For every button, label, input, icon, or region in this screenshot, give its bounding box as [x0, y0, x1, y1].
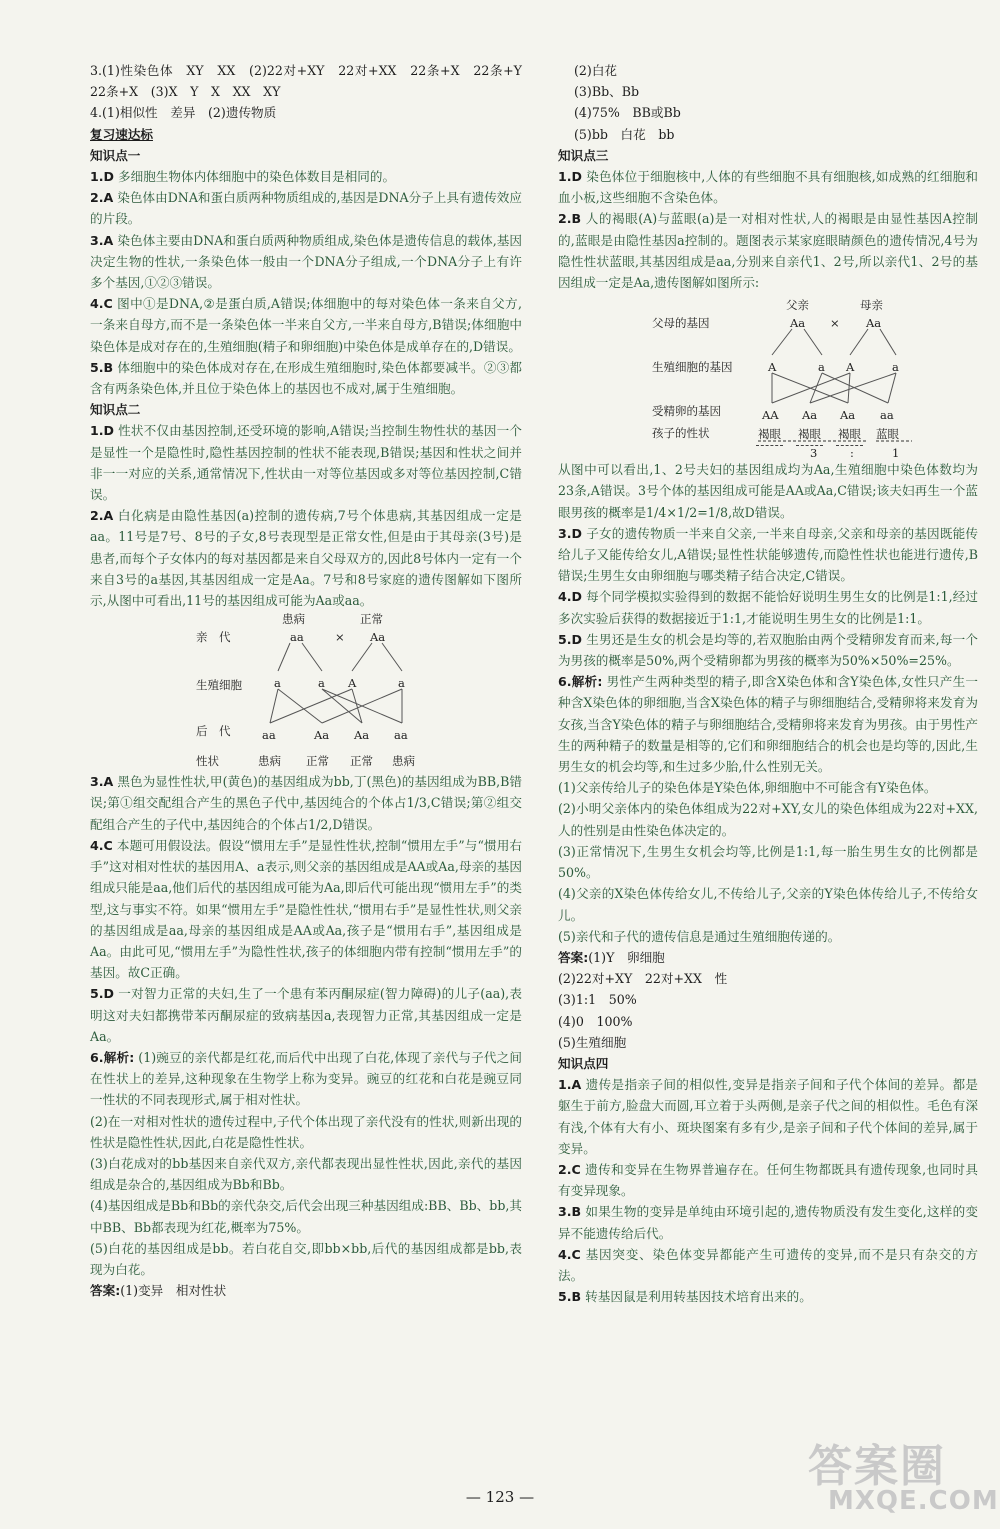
k2-list-c: [90, 1111, 522, 1281]
k1-item: 3.A 染色体主要由DNA和蛋白质两种物质组成,染色体是遗传信息的载体,基因决定生物的性状,一条染色体一般由一个DNA分子组成,一个DNA分子上有许多个基因,①②③错误。: [90, 232, 522, 291]
k1-item: 4.C 图中①是DNA,②是蛋白质,A错误;体细胞中的每对染色体一条来自父方,一条来自母方,而不是一条染色体一半来自父方,一半来自母方,B错误;体细胞中染色体是成对存在的,生殖细胞(精子和卵细胞)中染色体是成单存在的,D错误。: [90, 296, 522, 354]
k2-sub: (2)在一对相对性状的遗传过程中,子代个体出现了亲代没有的性状,则新出现的性状是隐性性状,因此,白花是隐性性状。: [90, 1113, 522, 1150]
diag2-parent: Aa: [866, 316, 882, 331]
k3-sub: (2)小明父亲体内的染色体组成为22对+XY,女儿的染色体组成为22对+XX,人的性别是由性染色体决定的。: [558, 801, 978, 838]
k3-sub: (4)父亲的X染色体传给女儿,不传给儿子,父亲的Y染色体传给儿子,不传给女儿。: [558, 886, 978, 923]
k3-item: 3.D 子女的遗传物质一半来自父亲,一半来自母亲,父亲和母亲的基因既能传给儿子又能传给女儿,A错误;显性性状能够遗传,而隐性性状也能进行遗传,B错误;生男生女由卵细胞与哪类精子结合决定,C错误。: [558, 525, 978, 584]
diag1-offspring: Aa: [314, 728, 330, 743]
right-answer-line: (3)1:1 50%: [558, 992, 637, 1008]
right-answer-block: [558, 947, 978, 1053]
diag1-trait: 正常: [306, 754, 329, 769]
left-column: [90, 60, 535, 1301]
right-answer-line: (4)0 100%: [558, 1013, 633, 1029]
diag1-gamete: a: [318, 676, 325, 691]
diag1-parent: ×: [335, 630, 345, 645]
k2-list-a: [90, 420, 522, 611]
k3-sub: (1)父亲传给儿子的染色体是Y染色体,卵细胞中不可能含有Y染色体。: [558, 780, 937, 796]
right-top-line: (5)bb 白花 bb: [574, 126, 675, 142]
diag1-offspring: Aa: [354, 728, 370, 743]
k3-item: 4.D 每个同学模拟实验得到的数据不能恰好说明生男生女的比例是1:1,经过多次实验后获得的数据接近于1:1,才能说明生男生女的比例是1:1。: [558, 589, 978, 626]
k3-title: 知识点三: [558, 147, 609, 163]
k3-sub: (3)正常情况下,生男生女机会均等,比例是1:1,每一胎生男生女的比例都是50%。: [558, 843, 978, 881]
diag2-row-label: 孩子的性状: [652, 426, 710, 441]
diag1-trait: 患病: [392, 754, 415, 769]
diag1-row-label: 亲 代: [196, 630, 231, 645]
albinism-cross-diagram: [90, 611, 522, 771]
diag1-gamete: a: [274, 676, 281, 691]
diag2-gamete: a: [892, 360, 899, 375]
k2-item: 5.D 一对智力正常的夫妇,生了一个患有苯丙酮尿症(智力障碍)的儿子(aa),表明这对夫妇都携带苯丙酮尿症的致病基因a,表现智力正常,其基因组成一定是Aa。: [90, 986, 522, 1044]
k4-item: 3.B 如果生物的变异是单纯由环境引起的,遗传物质没有发生变化,这样的变异不能遗传给后代。: [558, 1204, 978, 1241]
diag2-gamete: a: [818, 360, 825, 375]
diag2-offspring: Aa: [802, 408, 818, 423]
k2-item: 6.解析: (1)豌豆的亲代都是红花,而后代中出现了白花,体现了亲代与子代之间在性状上的差异,这种现象在生物学上称为变异。豌豆的红花和白花是豌豆同一性状的不同表现形式,属于相对性状。: [90, 1049, 522, 1108]
diag2-trait: 褐眼: [796, 424, 823, 446]
k3-list-a: [558, 166, 978, 293]
diag2-row-label: 受精卵的基因: [652, 404, 721, 419]
k4-item: 1.A 遗传是指亲子间的相似性,变异是指亲子间和子代个体间的差异。都是躯生于前方,脸盘大而圆,耳立着于头两侧,是亲子代之间的相似性。毛色有深有浅,个体有大有小、斑块图案有多有少,是亲子间和子代个体间的差异,属于变异。: [558, 1077, 978, 1156]
k2-sub: (4)基因组成是Bb和Bb的亲代杂交,后代会出现三种基因组成:BB、Bb、bb,其中BB、Bb都表现为红花,概率为75%。: [90, 1198, 522, 1235]
diag2-offspring: aa: [880, 408, 894, 423]
k2-sub: (5)白花的基因组成是bb。若白花自交,即bb×bb,后代的基因组成都是bb,表现为白花。: [90, 1240, 522, 1277]
k2-item: 2.A 白化病是由隐性基因(a)控制的遗传病,7号个体患病,其基因组成一定是aa。11号是7号、8号的子女,8号表现型是正常女性,但是由于其母亲(3号)是患者,而每个子女体内的每对基因都是来自父母双方的,因此8号体内一定有一个来自3号的a基因,其基因组成一定是Aa。7号和8号家庭的遗传图解如下图所示,从图中可看出,11号的基因组成可能为Aa或aa。: [90, 508, 522, 609]
k3-item: 6.解析: 男性产生两种类型的精子,即含X染色体和含Y染色体,女性只产生一种含X染色体的卵细胞,当含X染色体的精子与卵细胞结合,受精卵将来发育为女孩,当含Y染色体的精子与卵细胞结合,受精卵将来发育为男孩。由于男性产生的两种精子的数量是相等的,它们和卵细胞结合的机会也是均等的,因此,生男生女的机会均等,和生过多少胎,什么性别无关。: [558, 674, 978, 775]
k4-item: 4.C 基因突变、染色体变异都能产生可遗传的变异,而不是只有杂交的方法。: [558, 1246, 978, 1283]
right-top-line: (3)Bb、Bb: [574, 84, 640, 100]
k3-list-b: [558, 459, 978, 777]
diag1-trait: 正常: [350, 754, 373, 769]
right-answer-line: (5)生殖细胞: [558, 1034, 627, 1050]
watermark-text: 答案圈: [808, 1441, 946, 1492]
page-number: — 123 —: [465, 1488, 535, 1506]
diag1-offspring: aa: [262, 728, 276, 743]
k4-list: [558, 1074, 978, 1307]
k2-item: 4.C 本题可用假设法。假设“惯用左手”是显性性状,控制“惯用左手”与“惯用右手”这对相对性状的基因用A、a表示,则父亲的基因组成是AA或Aa,母亲的基因组成只能是aa,他们后代的基因组成可能为Aa,即后代可能出现“惯用左手”的类型,这与事实不符。如果“惯用左手”是隐性性状,“惯用右手”是显性性状,则父亲的基因组成是aa,母亲的基因组成是AA或Aa,孩子是“惯用右手”,基因组成是Aa。由此可见,“惯用左手”为隐性性状,孩子的体细胞内带有控制“惯用左手”的基因。故C正确。: [90, 837, 522, 981]
diag1-row-label: 生殖细胞: [196, 678, 242, 693]
diag1-parent: aa: [290, 630, 304, 645]
k2-sub: (3)白花成对的bb基因来自亲代双方,亲代都表现出显性性状,因此,亲代的基因组成是杂合的,基因组成为Bb和Bb。: [90, 1155, 522, 1193]
left-q3: 3.(1)性染色体 XY XX (2)22对+XY 22对+XX 22条+X 22条+Y 22条+X (3)X Y X XX XY: [90, 63, 535, 100]
k2-item: 1.D 性状不仅由基因控制,还受环境的影响,A错误;当控制生物性状的基因一个是显性一个是隐性时,隐性基因控制的性状不能表现,B错误;基因和性状之间并非一一对应的关系,通常情况下,性状由一对等位基因或多对等位基因控制,C错误。: [90, 423, 522, 503]
right-answer-line: (2)22对+XY 22对+XX 性: [558, 971, 728, 987]
eye-color-cross-diagram: [558, 293, 978, 459]
diag2-trait: 蓝眼: [876, 427, 899, 442]
k3-item: 从图中可以看出,1、2号夫妇的基因组成均为Aa,生殖细胞中染色体数均为23条,A错误。3号个体的基因组成可能是AA或Aa,C错误;该夫妇再生一个蓝眼男孩的概率是1/4×1/2=1/8,故D错误。: [558, 462, 978, 520]
k4-title: 知识点四: [558, 1055, 609, 1071]
diag2-top-label: 母亲: [860, 298, 883, 313]
right-answer: 答案:(1)Y 卵细胞: [558, 949, 665, 965]
diag1-gamete: a: [398, 676, 405, 691]
diag1-top-label: 患病: [282, 612, 305, 627]
k3-list-c: [558, 777, 978, 947]
diag2-ratio: 3: [810, 446, 818, 461]
diag1-offspring: aa: [394, 728, 408, 743]
k3-sub: (5)亲代和子代的遗传信息是通过生殖细胞传递的。: [558, 928, 841, 944]
diag2-parent: ×: [830, 316, 840, 331]
cross-lines-1: [90, 611, 522, 771]
k3-item: 2.B 人的褐眼(A)与蓝眼(a)是一对相对性状,人的褐眼是由显性基因A控制的,蓝眼是由隐性基因a控制的。题图表示某家庭眼睛颜色的遗传情况,4号为隐性性状蓝眼,其基因组成是aa,分别来自亲代1、2号,所以亲代1、2号的基因组成一定是Aa,遗传图解如图所示:: [558, 211, 978, 291]
diag2-ratio: 1: [892, 446, 900, 461]
k1-item: 1.D 多细胞生物体内体细胞中的染色体数目是相同的。: [90, 169, 396, 185]
diag2-ratio: :: [850, 446, 854, 461]
diag1-top-label: 正常: [360, 612, 383, 627]
diag2-top-label: 父亲: [786, 298, 809, 313]
diag1-row-label: 性状: [196, 754, 219, 769]
k4-item: 5.B 转基因鼠是利用转基因技术培育出来的。: [558, 1289, 812, 1305]
right-top-line: (2)白花: [574, 63, 618, 78]
left-q4: 4.(1)相似性 差异 (2)遗传物质: [90, 105, 277, 121]
k1-title: 知识点一: [90, 147, 141, 163]
diag2-gamete: A: [768, 360, 777, 375]
diag1-gamete: A: [348, 676, 357, 691]
diag2-row-label: 生殖细胞的基因: [652, 360, 733, 375]
k3-item: 5.D 生男还是生女的机会是均等的,若双胞胎由两个受精卵发育而来,每一个为男孩的概率是50%,两个受精卵都为男孩的概率为50%×50%=25%。: [558, 631, 978, 669]
diag2-parent: Aa: [790, 316, 806, 331]
left-answer: 答案:(1)变异 相对性状: [90, 1283, 227, 1299]
k2-list-b: [90, 771, 522, 1110]
k1-item: 5.B 体细胞中的染色体成对存在,在形成生殖细胞时,染色体都要减半。②③都含有两条染色体,并且位于染色体上的基因也不成对,属于生殖细胞。: [90, 359, 522, 397]
diag2-trait: 褐眼: [836, 424, 863, 446]
watermark-logo: [788, 1430, 999, 1525]
k1-list: [90, 166, 522, 399]
review-title: 复习速达标: [90, 126, 153, 142]
k1-item: 2.A 染色体由DNA和蛋白质两种物质组成的,基因是DNA分子上具有遗传效应的片段。: [90, 190, 522, 227]
k3-item: 1.D 染色体位于细胞核中,人体的有些细胞不具有细胞核,如成熟的红细胞和血小板,这些细胞不含染色体。: [558, 169, 978, 206]
diag1-trait: 患病: [258, 754, 281, 769]
k4-item: 2.C 遗传和变异在生物界普遍存在。任何生物都既具有遗传现象,也同时具有变异现象。: [558, 1161, 978, 1199]
k2-title: 知识点二: [90, 402, 141, 418]
diag2-gamete: A: [846, 360, 855, 375]
watermark-url: MXQE.COM: [828, 1486, 999, 1516]
diag1-parent: Aa: [370, 630, 386, 645]
right-top-line: (4)75% BB或Bb: [574, 105, 681, 121]
k2-item: 3.A 黑色为显性性状,甲(黄色)的基因组成为bb,丁(黑色)的基因组成为BB,B错误;第①组交配组合产生的黑色子代中,基因纯合的个体占1/3,C错误;第②组交配组合产生的子代中,基因纯合的个体占1/2,D错误。: [90, 774, 522, 832]
diag2-offspring: Aa: [840, 408, 856, 423]
diag2-offspring: AA: [762, 408, 779, 423]
diag2-trait: 褐眼: [756, 424, 783, 446]
right-column: [558, 60, 978, 1307]
diag1-row-label: 后 代: [196, 724, 231, 739]
diag2-row-label: 父母的基因: [652, 316, 710, 331]
